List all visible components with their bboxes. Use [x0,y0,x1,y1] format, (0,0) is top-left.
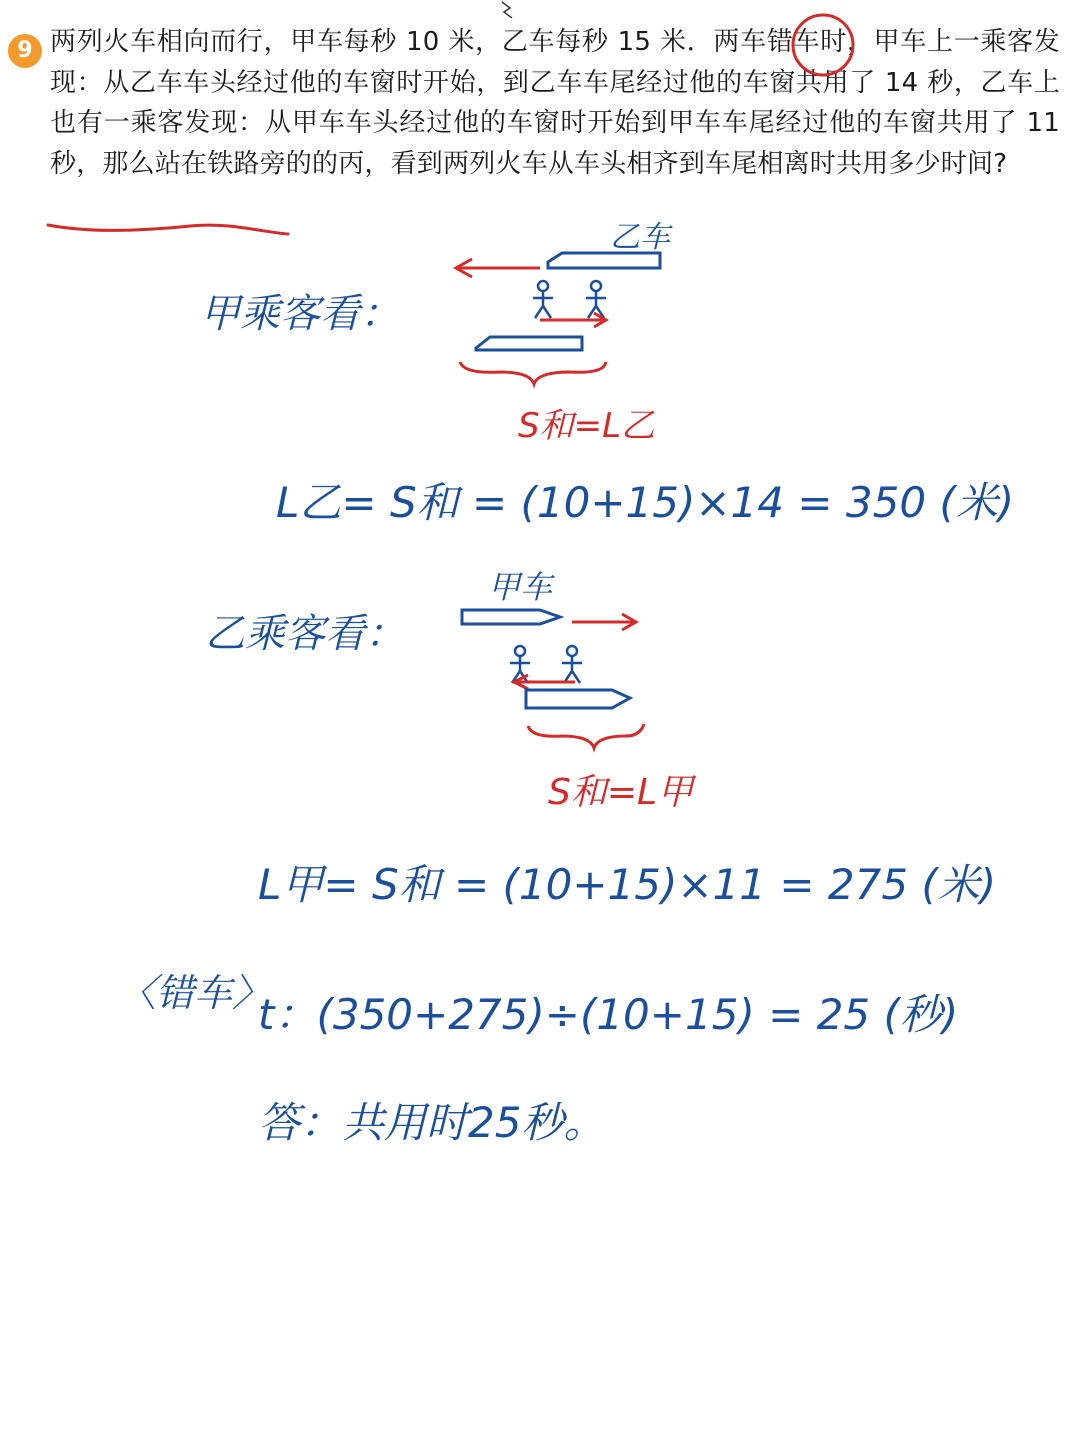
yi-train-label: 乙车 [610,220,670,255]
brace-1 [460,362,606,384]
jia-direction-arrow [572,614,636,630]
relative-move-arrow-2 [514,675,575,689]
cuoche-label: 〈错车〉 [118,971,271,1015]
jia-sum-label: S和=L乙 [518,406,656,446]
question-underline-mark [48,225,288,234]
jia-train-shape-2 [462,610,560,624]
jia-length-equation: L甲= S和 = (10+15)×11 = 275 (米) [258,860,997,909]
time-equation: t：(350+275)÷(10+15) = 25 (秒) [258,990,959,1039]
jia-train-label: 甲车 [488,568,553,606]
yi-sum-label: S和=L甲 [548,772,694,813]
jia-train-shape-1 [476,337,582,350]
jia-view-label: 甲乘客看： [200,291,400,337]
question-text: 两列火车相向而行，甲车每秒 10 米，乙车每秒 15 米．两车错车时，甲车上一乘客发现：从乙车车头经过他的车窗时开始，到乙车车尾经过他的车窗共用了 14 秒，乙车上也有一乘客发现：从甲车车头经过他的车窗时开始到甲车车尾经过他的车窗共用了 11 秒，那么站在铁路旁的的丙，看到两列火车从车头相齐到车尾相离时共用多少时间? [50,27,1060,179]
yi-train-shape-2 [526,690,630,708]
cuoche-circle-mark [793,15,853,75]
yi-view-label: 乙乘客看： [205,611,405,657]
question-number-badge: 9 [8,34,42,68]
brace-2 [528,724,644,748]
yi-length-equation: L乙= S和 = (10+15)×14 = 350 (米) [276,478,1015,527]
answer-line: 答：共用时25秒。 [258,1098,606,1147]
pen-scribble-mark [500,0,514,20]
yi-direction-arrow [456,259,540,277]
